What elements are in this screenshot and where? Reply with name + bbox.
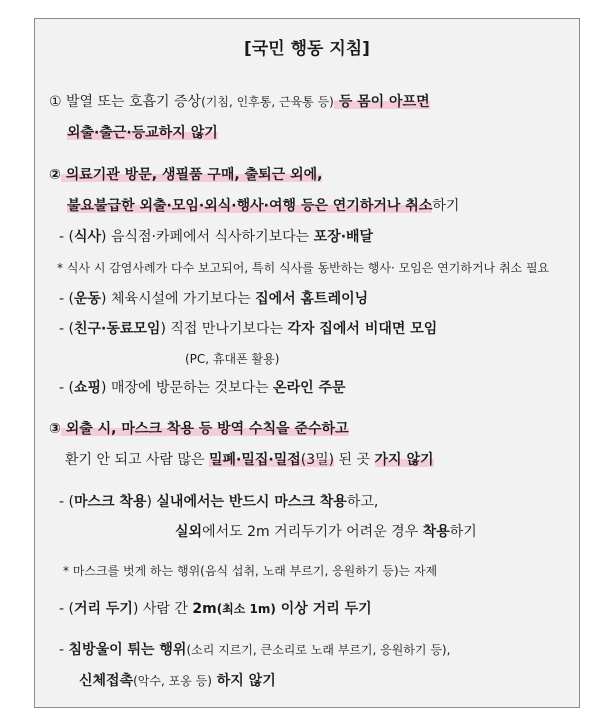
item-2-text: 의료기관 방문, 생필품 구매, 출퇴근 외에,	[60, 167, 323, 183]
item-3-sub-mask	[59, 492, 378, 512]
item-3-note-mask: * 마스크를 벗게 하는 행위(음식 섭취, 노래 부르기, 응원하기 등)는 자제	[63, 564, 438, 578]
item-1-number: ①	[49, 94, 62, 110]
item-3-sub-droplets	[59, 640, 450, 660]
item-2-sub-gathering	[59, 319, 437, 339]
sub-category: 운동	[73, 291, 102, 307]
sub-emphasis: 신체접촉	[79, 673, 134, 689]
item-1-text: 발열 또는 호흡기 증상	[61, 94, 202, 110]
item-3-action: 가지 않기	[374, 452, 434, 468]
sub-emphasis-tail: 하지 않기	[211, 673, 276, 689]
sub-text-tail: 하기	[449, 524, 477, 540]
item-3-text: 외출 시, 마스크 착용 등 방역 수칙을 준수하고	[60, 421, 349, 437]
sub-text: (악수, 포옹 등)	[133, 674, 212, 688]
item-1-emphasis: 등 몸이 아프면	[333, 94, 430, 110]
item-3-sub-distance	[59, 599, 372, 619]
sub-text: ) 매장에 방문하는 것보다는	[101, 380, 274, 396]
sub-emphasis: 집에서 홈트레이닝	[255, 291, 369, 307]
sub-category: 쇼핑	[73, 380, 102, 396]
sub-dash: - (	[59, 229, 74, 245]
sub-text: 에서도 2m 거리두기가 어려운 경우	[202, 524, 423, 540]
sub-text: ) 음식점·카페에서 식사하기보다는	[101, 229, 314, 245]
sub-dash: - (	[59, 601, 74, 617]
sub-category: 식사	[73, 229, 102, 245]
sub-text: ) 체육시설에 가기보다는	[101, 291, 256, 307]
item-3-sub-mask-line-2	[175, 522, 477, 542]
item-1-symptoms: (기침, 인후통, 근육통 등)	[201, 95, 334, 109]
item-2-sub-shopping	[59, 378, 346, 398]
item-3-3-mil-abbr: (3밀)	[300, 452, 335, 468]
sub-emphasis-small: (최소 1m)	[216, 602, 276, 616]
item-2-action-tail: 하기	[432, 198, 460, 214]
item-2-line-1	[49, 165, 322, 185]
item-2-line-2	[67, 196, 459, 216]
page-title: [국민 행동 지침]	[244, 39, 370, 59]
item-3-text-a: 환기 안 되고 사람 많은	[65, 452, 209, 468]
item-2-note-meal: * 식사 시 감염사례가 다수 보고되어, 특히 식사를 동반하는 행사· 모임은 연기하거나 취소 필요	[57, 261, 550, 275]
item-2-sub-gathering-note: (PC, 휴대폰 활용)	[185, 352, 280, 366]
item-3-number: ③	[49, 421, 61, 437]
sub-emphasis: 실내에서는 반드시 마스크 착용	[156, 494, 347, 510]
sub-dash: - (	[59, 321, 74, 337]
sub-emphasis: 2m	[192, 601, 217, 617]
item-3-text-d: 된 곳	[334, 452, 375, 468]
sub-category: 거리 두기	[73, 601, 133, 617]
sub-emphasis: 각자 집에서 비대면 모임	[287, 321, 438, 337]
sub-text: (소리 지르기, 큰소리로 노래 부르기, 응원하기 등),	[186, 643, 451, 657]
sub-text: )	[146, 494, 157, 510]
sub-category: 마스크 착용	[73, 494, 147, 510]
sub-emphasis: 온라인 주문	[273, 380, 346, 396]
sub-emphasis: 착용	[422, 524, 450, 540]
sub-category: 친구·동료모임	[73, 321, 161, 337]
sub-dash: - (	[59, 494, 74, 510]
sub-emphasis: 실외	[175, 524, 203, 540]
sub-text: ) 사람 간	[132, 601, 193, 617]
item-2-sub-meal	[59, 227, 373, 247]
sub-dash: - (	[59, 291, 74, 307]
item-3-3-mil: 밀폐·밀집·밀접	[208, 452, 301, 468]
item-1-action: 외출·출근·등교하지 않기	[67, 125, 218, 141]
item-2-sub-exercise	[59, 289, 368, 309]
item-1-line-2	[67, 123, 218, 143]
sub-emphasis: 포장·배달	[313, 229, 374, 245]
item-3-line-2	[65, 450, 434, 470]
sub-dash: -	[59, 642, 69, 658]
sub-text: ) 직접 만나기보다는	[160, 321, 288, 337]
item-3-sub-droplets-line-2	[79, 671, 276, 691]
sub-dash: - (	[59, 380, 74, 396]
sub-emphasis-tail: 이상 거리 두기	[275, 601, 372, 617]
item-1-line-1	[49, 92, 430, 112]
item-2-number: ②	[49, 167, 61, 183]
sub-emphasis: 침방울이 튀는 행위	[68, 642, 187, 658]
guideline-panel	[34, 18, 580, 708]
item-3-line-1	[49, 419, 349, 439]
sub-text-tail: 하고,	[346, 494, 379, 510]
item-2-action: 불요불급한 외출·모임·외식·행사·여행 등은 연기하거나 취소	[67, 198, 433, 214]
